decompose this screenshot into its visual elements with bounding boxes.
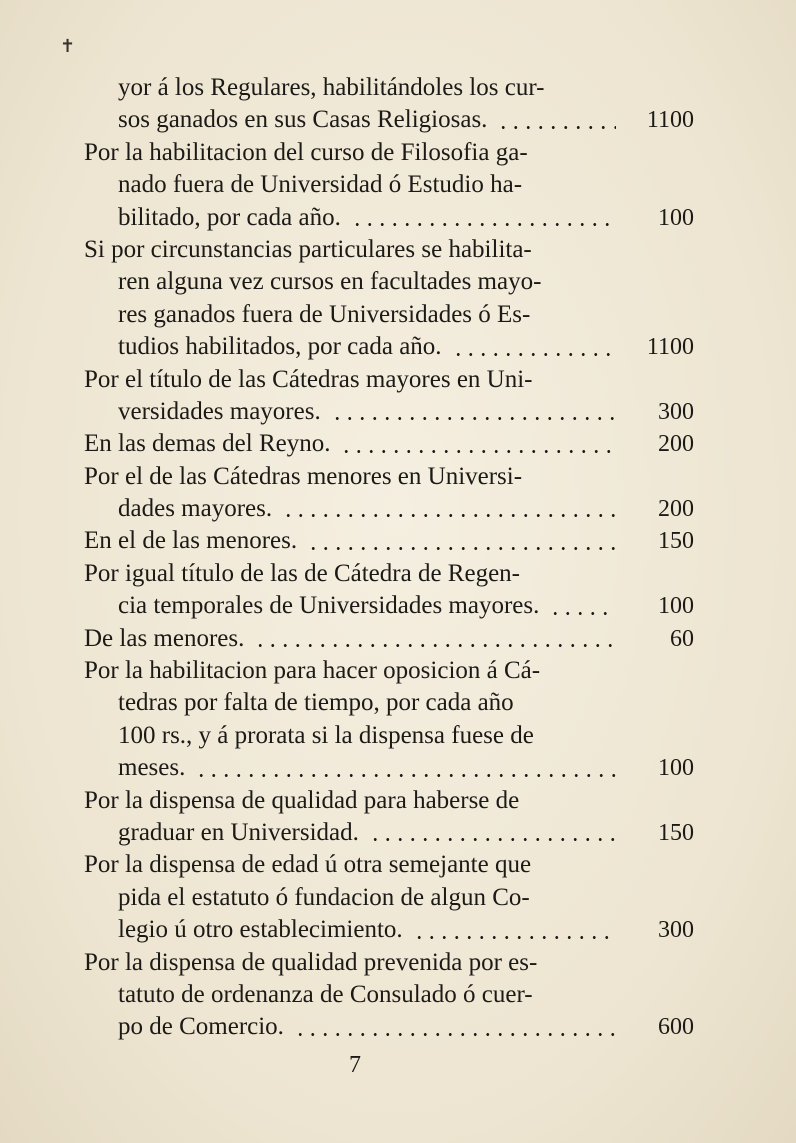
fee-line: [84, 72, 694, 104]
line-text: dades mayores.: [118, 495, 273, 523]
dot-leader: [294, 1033, 616, 1036]
fee-amount: 1100: [646, 107, 694, 134]
line-text: Por la habilitacion para hacer oposicion á Cá-: [84, 657, 541, 685]
fee-line: [84, 169, 694, 201]
fee-amount: 300: [658, 398, 694, 425]
fee-amount: 1100: [646, 334, 694, 361]
fee-line: [84, 785, 694, 817]
fee-line: [84, 428, 694, 460]
fee-amount: 200: [658, 496, 694, 523]
line-text: po de Comercio.: [118, 1013, 284, 1041]
dot-leader: [413, 936, 616, 939]
line-text: Por la dispensa de qualidad prevenida por es-: [84, 948, 538, 976]
fee-line: [84, 331, 694, 363]
fee-amount: 200: [658, 431, 694, 458]
line-text: Por igual título de las de Cátedra de Regen-: [84, 559, 520, 587]
line-text: bilitado, por cada año.: [118, 203, 341, 231]
line-text: 100 rs., y á prorata si la dispensa fuese de: [118, 721, 534, 749]
fee-line: [84, 493, 694, 525]
fee-line: [84, 266, 694, 298]
fee-line: [84, 558, 694, 590]
line-text: cia temporales de Universidades mayores.: [118, 592, 540, 620]
line-text: tudios habilitados, por cada año.: [118, 333, 442, 361]
fee-amount: 100: [658, 755, 694, 782]
dot-leader: [549, 612, 616, 615]
line-text: versidades mayores.: [118, 397, 321, 425]
fee-line: [84, 914, 694, 946]
dot-leader: [452, 353, 616, 356]
fee-line: [84, 882, 694, 914]
fee-line: [84, 817, 694, 849]
fee-amount: 300: [658, 917, 694, 944]
dot-leader: [369, 838, 616, 841]
fee-line: [84, 752, 694, 784]
fee-line: [84, 1011, 694, 1043]
line-text: De las menores.: [84, 624, 245, 652]
fee-line: [84, 655, 694, 687]
line-text: meses.: [118, 754, 186, 782]
fee-amount: 150: [658, 819, 694, 846]
dot-leader: [307, 547, 616, 550]
fee-line: [84, 525, 694, 557]
fee-line: [84, 104, 694, 136]
fee-amount: 150: [658, 528, 694, 555]
dot-leader: [351, 223, 616, 226]
fee-line: [84, 299, 694, 331]
fee-amount: 100: [658, 204, 694, 231]
line-text: Por la dispensa de qualidad para haberse de: [84, 786, 520, 814]
fee-line: [84, 979, 694, 1011]
dot-leader: [195, 774, 616, 777]
ink-mark: ✝: [60, 36, 76, 56]
fee-list: [84, 72, 694, 1044]
fee-line: [84, 396, 694, 428]
line-text: tatuto de ordenanza de Consulado ó cuer-: [118, 980, 533, 1008]
fee-line: [84, 364, 694, 396]
line-text: En las demas del Reyno.: [84, 430, 331, 458]
fee-amount: 100: [658, 593, 694, 620]
fee-line: [84, 623, 694, 655]
dot-leader: [331, 417, 616, 420]
fee-line: [84, 720, 694, 752]
line-text: nado fuera de Universidad ó Estudio ha-: [118, 171, 523, 199]
line-text: pida el estatuto ó fundacion de algun Co-: [118, 883, 530, 911]
dot-leader: [282, 514, 616, 517]
line-text: ren alguna vez cursos en facultades mayo-: [118, 268, 542, 296]
fee-amount: 600: [658, 1014, 694, 1041]
line-text: Por el de las Cátedras menores en Universi-: [84, 462, 523, 490]
line-text: sos ganados en sus Casas Religiosas.: [118, 106, 488, 134]
fee-line: [84, 849, 694, 881]
page-number: 7: [349, 1052, 361, 1078]
fee-line: [84, 461, 694, 493]
fee-line: [84, 234, 694, 266]
dot-leader: [254, 644, 616, 647]
line-text: Por el título de las Cátedras mayores en Uni-: [84, 365, 533, 393]
dot-leader: [497, 126, 616, 129]
line-text: Por la habilitacion del curso de Filosofia ga-: [84, 138, 528, 166]
line-text: Si por circunstancias particulares se habilita-: [84, 235, 532, 263]
dot-leader: [340, 450, 616, 453]
fee-line: [84, 687, 694, 719]
line-text: legio ú otro establecimiento.: [118, 916, 403, 944]
line-text: res ganados fuera de Universidades ó Es-: [118, 300, 531, 328]
line-text: tedras por falta de tiempo, por cada año: [118, 689, 514, 717]
line-text: yor á los Regulares, habilitándoles los cur-: [118, 74, 545, 101]
fee-line: [84, 947, 694, 979]
fee-line: [84, 137, 694, 169]
fee-amount: 60: [670, 625, 694, 652]
line-text: graduar en Universidad.: [118, 818, 359, 846]
fee-line: [84, 590, 694, 622]
fee-line: [84, 202, 694, 234]
line-text: En el de las menores.: [84, 527, 298, 555]
line-text: Por la dispensa de edad ú otra semejante que: [84, 851, 532, 879]
